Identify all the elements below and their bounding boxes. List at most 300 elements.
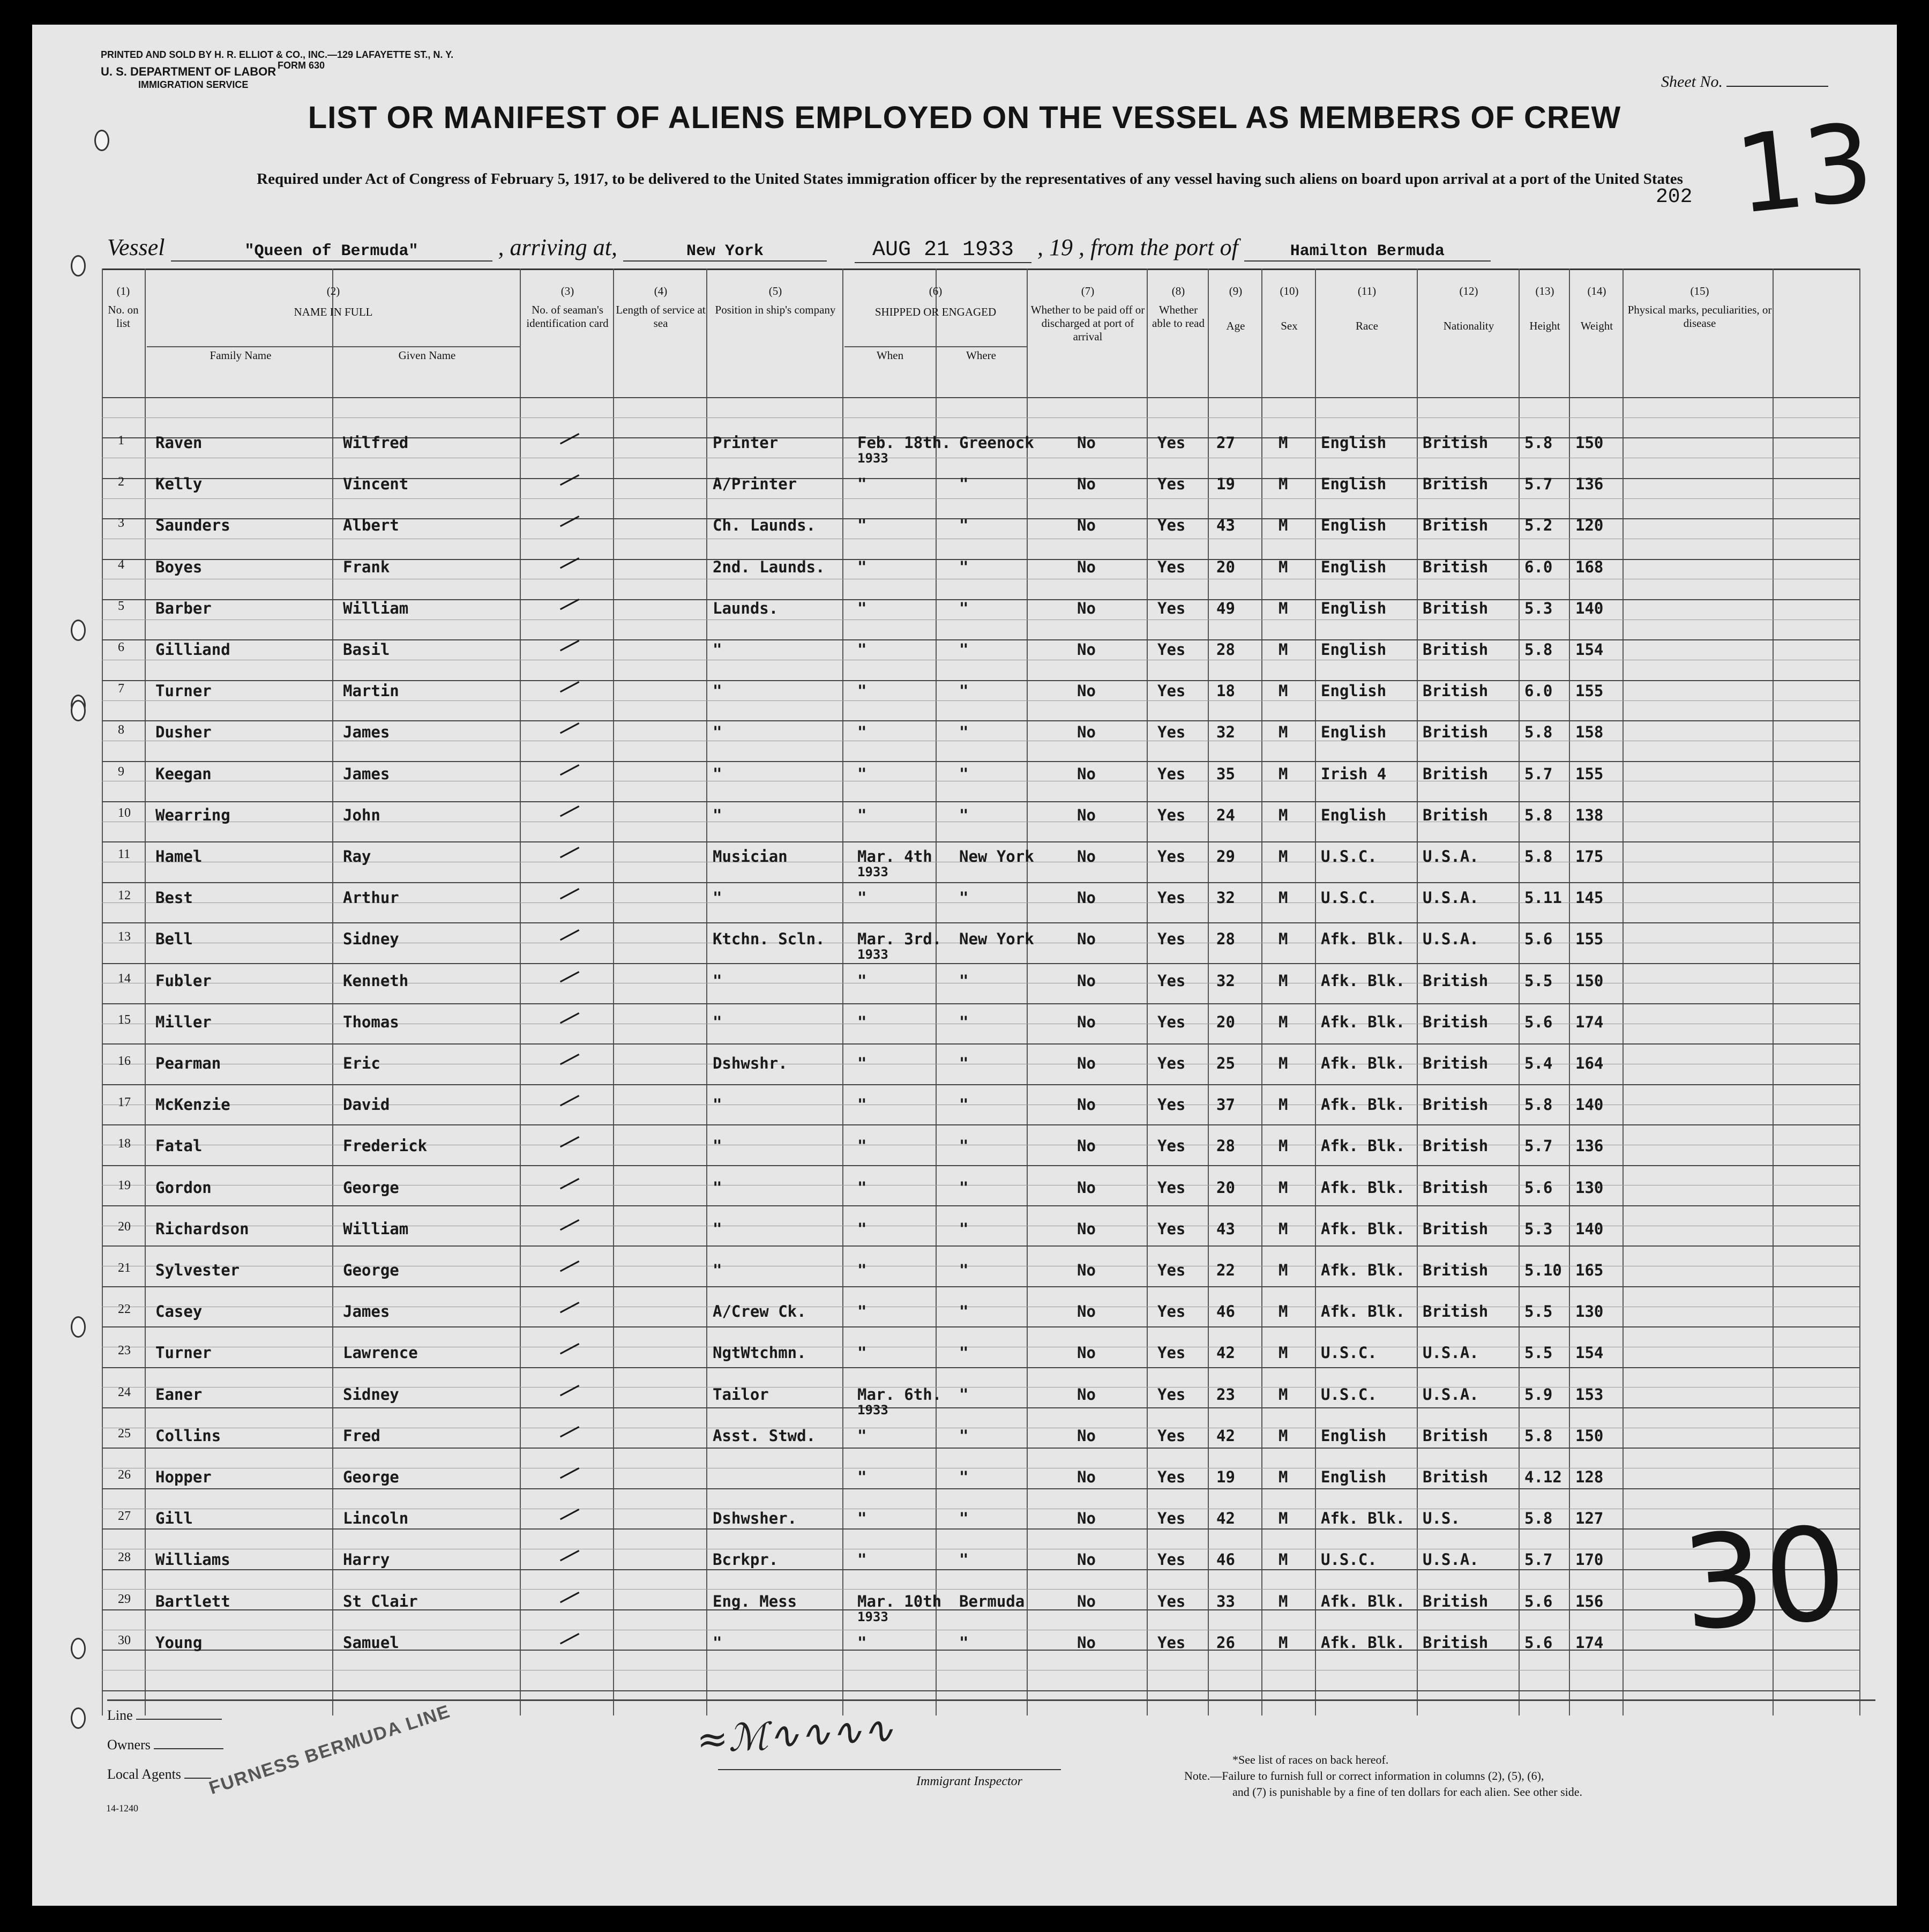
- cell-no: 12: [118, 889, 131, 903]
- cell-read: Yes: [1157, 1137, 1186, 1155]
- cell-family: Wearring: [155, 805, 230, 824]
- cell-sex: M: [1278, 1592, 1288, 1610]
- cell-no: 15: [118, 1012, 131, 1027]
- cell-height: 5.8: [1524, 640, 1553, 659]
- cell-no: 5: [118, 599, 124, 613]
- checkmark-icon: —: [552, 668, 586, 704]
- grid-vline: [1569, 268, 1570, 1715]
- cell-no: 14: [118, 971, 131, 986]
- cell-read: Yes: [1157, 1344, 1186, 1362]
- cell-no: 1: [118, 434, 124, 447]
- note-races: *See list of races on back hereof.: [1232, 1753, 1389, 1766]
- cell-read: Yes: [1157, 557, 1186, 576]
- cell-where: ": [959, 1426, 969, 1445]
- cell-age: 32: [1216, 971, 1235, 990]
- cell-paid: No: [1077, 1633, 1096, 1652]
- cell-height: 5.7: [1524, 1137, 1553, 1155]
- cell-given: Lawrence: [343, 1344, 418, 1362]
- cell-paid: No: [1077, 1344, 1096, 1362]
- grid-vline: [613, 268, 614, 1715]
- cell-nat: British: [1423, 1054, 1489, 1072]
- cell-position: Dshwsher.: [713, 1509, 797, 1528]
- cell-no: 26: [118, 1468, 131, 1482]
- grid-hline: [102, 498, 1859, 499]
- checkmark-icon: —: [552, 1123, 586, 1159]
- col-position: (5) Position in ship's company: [715, 285, 836, 316]
- cell-position: Musician: [713, 847, 788, 866]
- cell-when: ": [857, 1012, 867, 1031]
- cell-position: ": [713, 1095, 722, 1114]
- cell-when-year: 1933: [857, 1609, 888, 1624]
- cell-when: Mar. 10th: [857, 1592, 942, 1610]
- cell-given: Ray: [343, 847, 371, 866]
- checkmark-icon: —: [552, 626, 586, 662]
- cell-no: 2: [118, 475, 124, 489]
- cell-paid: No: [1077, 1302, 1096, 1321]
- cell-height: 5.7: [1524, 1550, 1553, 1569]
- cell-sex: M: [1278, 764, 1288, 783]
- cell-height: 5.6: [1524, 1633, 1553, 1652]
- cell-sex: M: [1278, 930, 1288, 949]
- cell-no: 13: [118, 930, 131, 944]
- grid-vline: [1859, 268, 1860, 1715]
- cell-no: 20: [118, 1219, 131, 1234]
- cell-paid: No: [1077, 682, 1096, 700]
- cell-race: Afk. Blk.: [1321, 1261, 1405, 1279]
- cell-position: ": [713, 1219, 722, 1238]
- cell-age: 23: [1216, 1385, 1235, 1404]
- cell-age: 28: [1216, 1137, 1235, 1155]
- cell-when: ": [857, 1509, 867, 1528]
- grid-hline: [102, 1448, 1859, 1449]
- vessel-line: Vessel "Queen of Bermuda" , arriving at, New York AUG 21 1933 , 19 , from the port of Hamilton Bermuda: [107, 234, 1491, 263]
- cell-age: 29: [1216, 847, 1235, 866]
- cell-no: 29: [118, 1592, 131, 1606]
- cell-age: 35: [1216, 764, 1235, 783]
- cell-position: ": [713, 1261, 722, 1279]
- checkmark-icon: —: [552, 503, 586, 538]
- cell-height: 5.11: [1524, 889, 1562, 907]
- cell-height: 5.8: [1524, 847, 1553, 866]
- cell-no: 24: [118, 1385, 131, 1399]
- arriving-port: New York: [623, 242, 827, 262]
- cell-race: U.S.C.: [1321, 1344, 1377, 1362]
- checkmark-icon: —: [552, 544, 586, 579]
- cell-no: 18: [118, 1137, 131, 1151]
- cell-height: 5.8: [1524, 1095, 1553, 1114]
- grid-hline: [102, 1245, 1859, 1247]
- cell-race: Afk. Blk.: [1321, 1509, 1405, 1528]
- cell-no: 4: [118, 557, 124, 572]
- cell-read: Yes: [1157, 640, 1186, 659]
- cell-given: Albert: [343, 516, 399, 535]
- cell-age: 42: [1216, 1344, 1235, 1362]
- grid-hline: [102, 1084, 1859, 1085]
- cell-sex: M: [1278, 1633, 1288, 1652]
- cell-paid: No: [1077, 1261, 1096, 1279]
- cell-no: 8: [118, 723, 124, 737]
- cell-no: 9: [118, 764, 124, 779]
- cell-read: Yes: [1157, 1261, 1186, 1279]
- cell-position: Tailor: [713, 1385, 769, 1404]
- cell-when-year: 1933: [857, 947, 888, 963]
- cell-read: Yes: [1157, 682, 1186, 700]
- checkmark-icon: —: [552, 999, 586, 1035]
- cell-weight: 130: [1575, 1178, 1604, 1197]
- cell-where: ": [959, 475, 969, 494]
- cell-age: 46: [1216, 1550, 1235, 1569]
- grid-hline: [102, 1488, 1859, 1489]
- cell-nat: British: [1423, 1633, 1489, 1652]
- cell-position: ": [713, 1633, 722, 1652]
- grid-hline: [102, 1043, 1859, 1045]
- cell-when: Feb. 18th.: [857, 434, 951, 452]
- cell-height: 5.6: [1524, 1592, 1553, 1610]
- cell-read: Yes: [1157, 516, 1186, 535]
- grid-vline: [1208, 268, 1209, 1715]
- cell-when: ": [857, 1054, 867, 1072]
- cell-paid: No: [1077, 1012, 1096, 1031]
- cell-paid: No: [1077, 847, 1096, 866]
- cell-given: John: [343, 805, 380, 824]
- grid-hline: [102, 397, 1859, 398]
- checkmark-icon: —: [552, 420, 586, 456]
- cell-family: Collins: [155, 1426, 221, 1445]
- col-no: (1) No. on list: [108, 285, 139, 330]
- checkmark-icon: —: [552, 916, 586, 952]
- cell-weight: 153: [1575, 1385, 1604, 1404]
- cell-race: English: [1321, 682, 1387, 700]
- punch-hole: [71, 255, 86, 277]
- cell-family: Fatal: [155, 1137, 203, 1155]
- cell-sex: M: [1278, 723, 1288, 742]
- cell-weight: 136: [1575, 475, 1604, 494]
- cell-age: 19: [1216, 1468, 1235, 1486]
- cell-age: 28: [1216, 930, 1235, 949]
- cell-sex: M: [1278, 1178, 1288, 1197]
- cell-no: 28: [118, 1550, 131, 1565]
- cell-when: ": [857, 557, 867, 576]
- cell-nat: U.S.A.: [1423, 847, 1479, 866]
- cell-read: Yes: [1157, 434, 1186, 452]
- cell-age: 18: [1216, 682, 1235, 700]
- cell-when: ": [857, 1137, 867, 1155]
- cell-paid: No: [1077, 971, 1096, 990]
- cell-nat: British: [1423, 1426, 1489, 1445]
- cell-race: Afk. Blk.: [1321, 1095, 1405, 1114]
- cell-no: 30: [118, 1633, 131, 1647]
- grid-hline: [102, 1165, 1859, 1166]
- cell-no: 23: [118, 1344, 131, 1358]
- cell-family: Boyes: [155, 557, 203, 576]
- cell-paid: No: [1077, 930, 1096, 949]
- cell-sex: M: [1278, 1219, 1288, 1238]
- printer-imprint: PRINTED AND SOLD BY H. R. ELLIOT & CO., INC.—129 LAFAYETTE ST., N. Y. FORM 630: [101, 49, 454, 71]
- cell-age: 46: [1216, 1302, 1235, 1321]
- cell-read: Yes: [1157, 847, 1186, 866]
- cell-where: Greenock: [959, 434, 1034, 452]
- grid-vline: [842, 268, 843, 1715]
- cell-sex: M: [1278, 475, 1288, 494]
- cell-position: Ch. Launds.: [713, 516, 816, 535]
- cell-position: NgtWtchmn.: [713, 1344, 806, 1362]
- cell-race: Afk. Blk.: [1321, 1219, 1405, 1238]
- cell-when: Mar. 4th: [857, 847, 932, 866]
- furness-stamp: FURNESS BERMUDA LINE: [206, 1701, 453, 1799]
- cell-when: ": [857, 599, 867, 617]
- col-service: (4) Length of service at sea: [616, 285, 706, 330]
- cell-age: 37: [1216, 1095, 1235, 1114]
- col-name: (2) NAME IN FULL Family Name Given Name: [210, 285, 456, 362]
- cell-position: ": [713, 1137, 722, 1155]
- cell-nat: British: [1423, 599, 1489, 617]
- cell-given: Sidney: [343, 930, 399, 949]
- cell-paid: No: [1077, 1137, 1096, 1155]
- cell-family: Barber: [155, 599, 212, 617]
- cell-read: Yes: [1157, 1178, 1186, 1197]
- cell-given: George: [343, 1468, 399, 1486]
- cell-read: Yes: [1157, 1592, 1186, 1610]
- grid-hline: [102, 922, 1859, 923]
- cell-where: ": [959, 971, 969, 990]
- cell-age: 33: [1216, 1592, 1235, 1610]
- cell-family: Hamel: [155, 847, 203, 866]
- cell-nat: U.S.A.: [1423, 889, 1479, 907]
- cell-given: Eric: [343, 1054, 380, 1072]
- checkmark-icon: —: [552, 1537, 586, 1572]
- cell-read: Yes: [1157, 1095, 1186, 1114]
- cell-height: 5.5: [1524, 1302, 1553, 1321]
- cell-sex: M: [1278, 971, 1288, 990]
- grid-vline: [102, 268, 103, 1715]
- cell-weight: 140: [1575, 1095, 1604, 1114]
- checkmark-icon: —: [552, 1081, 586, 1117]
- checkmark-icon: —: [552, 1165, 586, 1200]
- cell-nat: British: [1423, 723, 1489, 742]
- cell-read: Yes: [1157, 930, 1186, 949]
- grid-vline: [1315, 268, 1316, 1715]
- cell-when: ": [857, 682, 867, 700]
- col-age: (9) Age: [1226, 285, 1245, 332]
- line-label: Line: [107, 1707, 222, 1724]
- cell-weight: 155: [1575, 764, 1604, 783]
- cell-sex: M: [1278, 1137, 1288, 1155]
- cell-race: English: [1321, 1426, 1387, 1445]
- cell-family: Young: [155, 1633, 203, 1652]
- cell-where: ": [959, 805, 969, 824]
- cell-weight: 145: [1575, 889, 1604, 907]
- cell-paid: No: [1077, 640, 1096, 659]
- cell-family: Gordon: [155, 1178, 212, 1197]
- cell-height: 5.8: [1524, 805, 1553, 824]
- cell-read: Yes: [1157, 1012, 1186, 1031]
- cell-family: Sylvester: [155, 1261, 240, 1279]
- cell-age: 26: [1216, 1633, 1235, 1652]
- cell-position: Bcrkpr.: [713, 1550, 779, 1569]
- cell-weight: 127: [1575, 1509, 1604, 1528]
- cell-no: 3: [118, 516, 124, 531]
- cell-age: 20: [1216, 1178, 1235, 1197]
- cell-given: Sidney: [343, 1385, 399, 1404]
- cell-paid: No: [1077, 1426, 1096, 1445]
- checkmark-icon: —: [552, 833, 586, 869]
- grid-vline: [1773, 268, 1774, 1715]
- cell-weight: 156: [1575, 1592, 1604, 1610]
- punch-hole: [71, 1316, 86, 1338]
- cell-height: 5.9: [1524, 1385, 1553, 1404]
- cell-where: ": [959, 640, 969, 659]
- cell-when: ": [857, 1550, 867, 1569]
- grid-hline: [102, 720, 1859, 721]
- cell-race: U.S.C.: [1321, 889, 1377, 907]
- cell-position: A/Printer: [713, 475, 797, 494]
- cell-height: 4.12: [1524, 1468, 1562, 1486]
- cell-when: ": [857, 516, 867, 535]
- cell-read: Yes: [1157, 1426, 1186, 1445]
- cell-position: ": [713, 682, 722, 700]
- note-penalty-cont: and (7) is punishable by a fine of ten dollars for each alien. See other side.: [1232, 1785, 1583, 1799]
- checkmark-icon: —: [552, 1288, 586, 1324]
- grid-hline: [102, 1326, 1859, 1327]
- cell-height: 6.0: [1524, 682, 1553, 700]
- cell-when: ": [857, 475, 867, 494]
- cell-read: Yes: [1157, 1219, 1186, 1238]
- grid-hline: [102, 1286, 1859, 1287]
- cell-family: McKenzie: [155, 1095, 230, 1114]
- cell-weight: 164: [1575, 1054, 1604, 1072]
- cell-family: Raven: [155, 434, 203, 452]
- cell-sex: M: [1278, 889, 1288, 907]
- grid-vline: [145, 268, 146, 1715]
- cell-family: Best: [155, 889, 193, 907]
- cell-position: Eng. Mess: [713, 1592, 797, 1610]
- grid-hline: [102, 1528, 1859, 1530]
- cell-weight: 174: [1575, 1633, 1604, 1652]
- note-penalty: Note.—Failure to furnish full or correct information in columns (2), (5), (6),: [1184, 1769, 1544, 1782]
- checkmark-icon: —: [552, 1247, 586, 1283]
- punch-hole: [71, 1707, 86, 1729]
- cell-where: Bermuda: [959, 1592, 1025, 1610]
- cell-paid: No: [1077, 889, 1096, 907]
- cell-family: Turner: [155, 1344, 212, 1362]
- col-height: (13) Height: [1529, 285, 1560, 332]
- cell-height: 6.0: [1524, 557, 1553, 576]
- cell-given: Frederick: [343, 1137, 428, 1155]
- checkmark-icon: —: [552, 461, 586, 497]
- cell-paid: No: [1077, 805, 1096, 824]
- cell-where: ": [959, 1344, 969, 1362]
- cell-sex: M: [1278, 682, 1288, 700]
- cell-family: Richardson: [155, 1219, 249, 1238]
- cell-where: ": [959, 599, 969, 617]
- cell-no: 21: [118, 1261, 131, 1275]
- cell-position: Ktchn. Scln.: [713, 930, 825, 949]
- cell-height: 5.5: [1524, 971, 1553, 990]
- cell-position: ": [713, 1012, 722, 1031]
- cell-nat: U.S.A.: [1423, 1550, 1479, 1569]
- cell-height: 5.8: [1524, 723, 1553, 742]
- cell-sex: M: [1278, 1054, 1288, 1072]
- agents-label: Local Agents: [107, 1766, 211, 1782]
- cell-given: James: [343, 1302, 390, 1321]
- cell-weight: 150: [1575, 434, 1604, 452]
- cell-where: New York: [959, 930, 1034, 949]
- cell-when: ": [857, 1095, 867, 1114]
- checkmark-icon: —: [552, 1620, 586, 1655]
- cell-paid: No: [1077, 1054, 1096, 1072]
- cell-weight: 150: [1575, 1426, 1604, 1445]
- form-title: LIST OR MANIFEST OF ALIENS EMPLOYED ON THE VESSEL AS MEMBERS OF CREW: [308, 100, 1621, 135]
- cell-weight: 140: [1575, 1219, 1604, 1238]
- cell-family: Bartlett: [155, 1592, 230, 1610]
- cell-paid: No: [1077, 516, 1096, 535]
- cell-age: 20: [1216, 1012, 1235, 1031]
- checkmark-icon: —: [552, 1454, 586, 1490]
- cell-when: ": [857, 764, 867, 783]
- cell-position: ": [713, 889, 722, 907]
- cell-height: 5.8: [1524, 434, 1553, 452]
- cell-given: George: [343, 1178, 399, 1197]
- cell-nat: British: [1423, 516, 1489, 535]
- grid-hline: [102, 761, 1859, 762]
- cell-when: ": [857, 1344, 867, 1362]
- cell-race: English: [1321, 723, 1387, 742]
- grid-vline: [936, 268, 937, 1715]
- cell-race: Afk. Blk.: [1321, 971, 1405, 990]
- cell-where: ": [959, 1468, 969, 1486]
- cell-sex: M: [1278, 1302, 1288, 1321]
- cell-nat: British: [1423, 1219, 1489, 1238]
- col-physical-marks: (15) Physical marks, peculiarities, or disease: [1627, 285, 1772, 330]
- grid-vline: [520, 268, 521, 1715]
- grid-hline: [102, 417, 1859, 418]
- form-code: 14-1240: [106, 1803, 138, 1814]
- cell-where: ": [959, 1509, 969, 1528]
- cell-nat: U.S.A.: [1423, 930, 1479, 949]
- cell-where: ": [959, 1178, 969, 1197]
- cell-read: Yes: [1157, 1550, 1186, 1569]
- grid-hline: [102, 700, 1859, 701]
- cell-given: David: [343, 1095, 390, 1114]
- cell-age: 27: [1216, 434, 1235, 452]
- col-shipped: (6) SHIPPED OR ENGAGED When Where: [874, 285, 997, 362]
- cell-age: 32: [1216, 889, 1235, 907]
- cell-no: 7: [118, 682, 124, 696]
- cell-paid: No: [1077, 1509, 1096, 1528]
- cell-family: Bell: [155, 930, 193, 949]
- cell-read: Yes: [1157, 1302, 1186, 1321]
- cell-age: 24: [1216, 805, 1235, 824]
- grid-hline: [102, 841, 1859, 842]
- cell-sex: M: [1278, 557, 1288, 576]
- cell-when: ": [857, 889, 867, 907]
- cell-paid: No: [1077, 1550, 1096, 1569]
- cell-weight: 150: [1575, 971, 1604, 990]
- cell-when: Mar. 3rd.: [857, 930, 942, 949]
- cell-nat: British: [1423, 1137, 1489, 1155]
- handwritten-sheet-number: 13: [1730, 100, 1879, 238]
- cell-height: 5.7: [1524, 475, 1553, 494]
- cell-sex: M: [1278, 1012, 1288, 1031]
- cell-no: 6: [118, 640, 124, 654]
- col-id-card: (3) No. of seaman's identification card: [526, 285, 609, 330]
- cell-read: Yes: [1157, 599, 1186, 617]
- cell-given: Lincoln: [343, 1509, 409, 1528]
- grid-hline: [102, 882, 1859, 883]
- cell-nat: British: [1423, 1012, 1489, 1031]
- cell-paid: No: [1077, 1468, 1096, 1486]
- cell-height: 5.8: [1524, 1426, 1553, 1445]
